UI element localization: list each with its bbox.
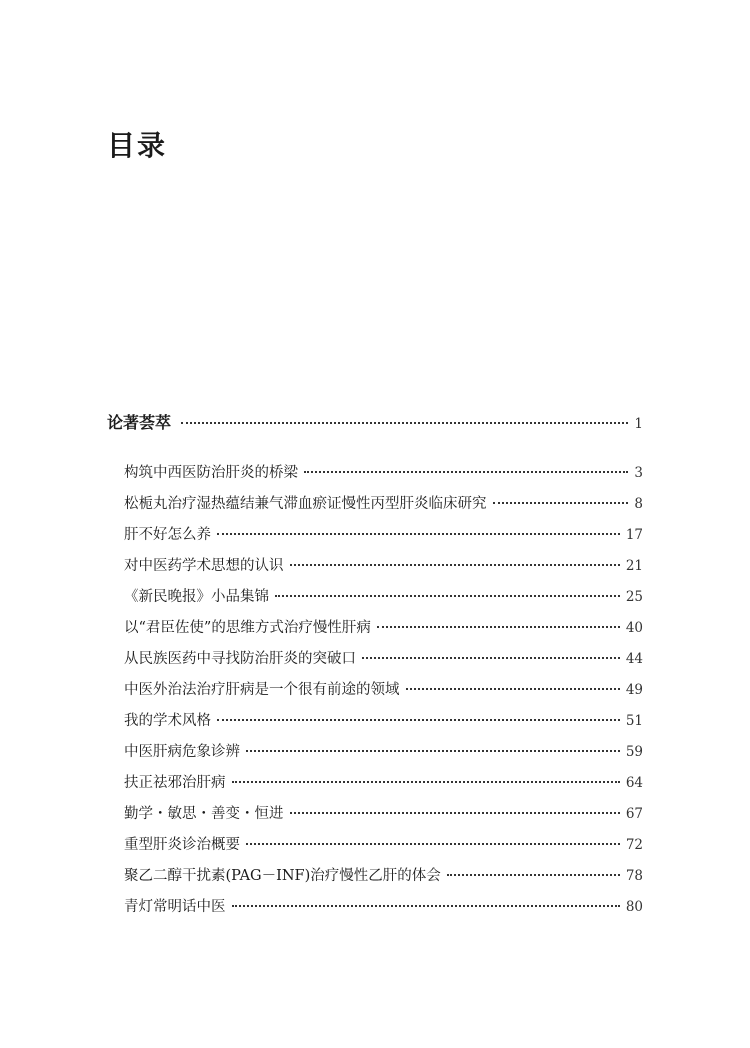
toc-entry[interactable] [124,802,643,823]
toc-section-page-number: 1 [634,416,643,432]
toc-entry[interactable] [124,678,643,699]
toc-leader-dots [232,781,620,783]
toc-entry-page-number: 59 [625,744,643,760]
toc-entry-page-number: 72 [625,837,643,853]
toc-leader-dots [275,595,620,597]
toc-leader-dots [246,750,620,752]
toc-entry[interactable] [124,585,643,606]
toc-entry-label: 构筑中西医防治肝炎的桥梁 [124,465,298,481]
toc-leader-dots [406,688,620,690]
toc-entry-page-number: 8 [634,496,643,512]
toc-leader-dots [232,905,620,907]
toc-entry-label: 扶正祛邪治肝病 [124,775,226,791]
toc-leader-dots [447,874,620,876]
toc-entry-label: 勤学・敏思・善变・恒进 [124,806,284,822]
toc-leader-dots [362,657,620,659]
toc-entry[interactable] [124,864,643,885]
toc-entry-page-number: 40 [625,620,643,636]
toc-entry-page-number: 3 [634,465,643,481]
toc-entry-page-number: 49 [625,682,643,698]
toc-entry-label: 松栀丸治疗湿热蕴结兼气滞血瘀证慢性丙型肝炎临床研究 [124,496,487,512]
toc-entry-label: 以“君臣佐使”的思维方式治疗慢性肝病 [124,620,371,636]
toc-entry[interactable] [124,647,643,668]
toc-section-heading[interactable] [107,410,643,433]
toc-leader-dots [304,471,628,473]
toc-entry-label: 我的学术风格 [124,713,211,729]
toc-entry-page-number: 17 [625,527,643,543]
toc-leader-dots [217,719,620,721]
toc-entry[interactable] [124,554,643,575]
toc-entry-page-number: 78 [625,868,643,884]
toc-entry[interactable] [124,833,643,854]
toc-leader-dots [290,812,620,814]
toc-entry[interactable] [124,461,643,482]
toc-leader-dots [181,422,628,424]
toc-entry-label: 重型肝炎诊治概要 [124,837,240,853]
toc-entry-label: 肝不好怎么养 [124,527,211,543]
toc-entry-page-number: 44 [625,651,643,667]
toc-entry-page-number: 25 [625,589,643,605]
toc-entry[interactable] [124,523,643,544]
toc-leader-dots [290,564,620,566]
toc-leader-dots [217,533,620,535]
toc-entry-page-number: 21 [625,558,643,574]
toc-entry-label: 对中医药学术思想的认识 [124,558,284,574]
toc-entry[interactable] [124,771,643,792]
toc-leader-dots [377,626,620,628]
page-title: 目录 [107,129,168,162]
toc-entry-page-number: 64 [625,775,643,791]
toc-entry[interactable] [124,709,643,730]
toc-section-label: 论著荟萃 [107,413,172,432]
toc-entry-page-number: 80 [625,899,643,915]
toc-entry[interactable] [124,492,643,513]
toc-entry-label: 中医外治法治疗肝病是一个很有前途的领域 [124,682,400,698]
toc-leader-dots [493,502,629,504]
toc-entry[interactable] [124,895,643,916]
toc-entry-label: 聚乙二醇干扰素(PAG－INF)治疗慢性乙肝的体会 [124,868,441,884]
toc-entry-page-number: 67 [625,806,643,822]
toc-entry-label: 青灯常明话中医 [124,899,226,915]
toc-entry-label: 从民族医药中寻找防治肝炎的突破口 [124,651,356,667]
toc-entry[interactable] [124,740,643,761]
toc-entry-label: 中医肝病危象诊辨 [124,744,240,760]
toc-entry-label: 《新民晚报》小品集锦 [124,589,269,605]
toc-entry-page-number: 51 [625,713,643,729]
toc-entry[interactable] [124,616,643,637]
toc-leader-dots [246,843,620,845]
